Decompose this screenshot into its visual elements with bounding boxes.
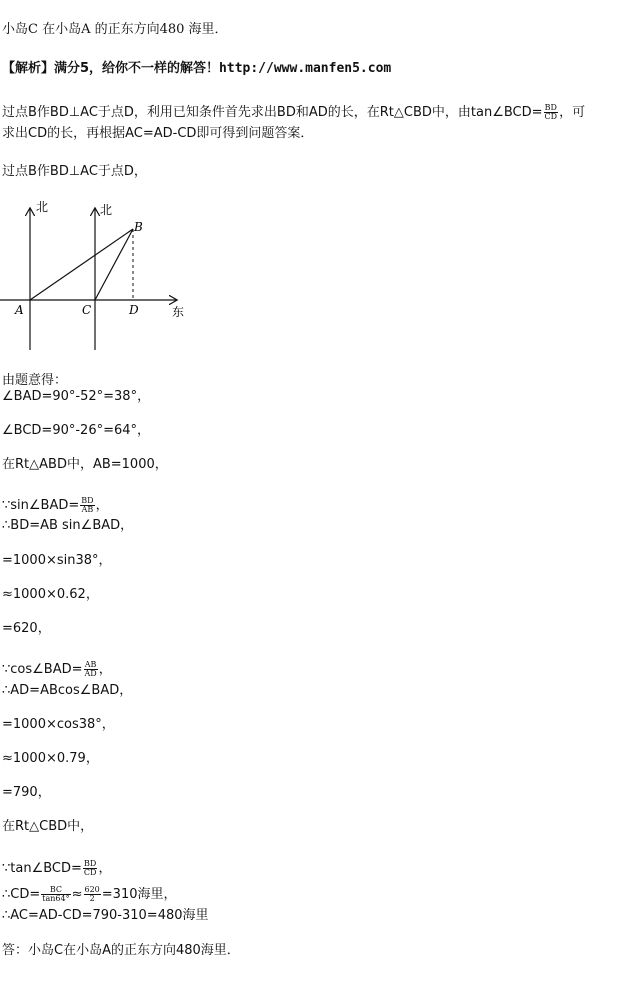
- label-c: C: [82, 303, 92, 317]
- fraction-numerator: BD: [544, 103, 557, 112]
- step-7: =1000×sin38°，: [2, 553, 112, 568]
- fraction-bd-cd: [544, 104, 559, 121]
- analysis-text: 过点B作BD⊥AC于点D，利用已知条件首先求出BD和AD的长，在Rt△CBD中，由tan∠BCD=: [2, 105, 543, 120]
- step-text: ，: [98, 861, 112, 876]
- step-4: 在Rt△ABD中，AB=1000，: [2, 457, 168, 472]
- fraction-bc-tan64: [41, 886, 70, 903]
- step-text: ，: [98, 662, 112, 677]
- answer-top: 小岛C 在小岛A 的正东方向480 海里．: [2, 22, 228, 37]
- step-15: 在Rt△CBD中，: [2, 819, 94, 834]
- label-north-left: 北: [36, 200, 49, 214]
- step-8: ≈1000×0.62，: [2, 587, 99, 602]
- step-13: ≈1000×0.79，: [2, 751, 99, 766]
- step-6: ∴BD=AB sin∠BAD，: [2, 518, 134, 533]
- answer-final: 答：小岛C在小岛A的正东方向480海里．: [2, 943, 240, 958]
- step-16: [2, 860, 111, 877]
- label-b: B: [134, 220, 143, 234]
- step-text: ，: [95, 498, 109, 513]
- label-north-right: 北: [100, 203, 113, 217]
- segment-ab: [30, 229, 133, 300]
- fraction-ab-ad: [84, 661, 98, 678]
- step-9: =620，: [2, 621, 51, 636]
- site-url: http://www.manfen5.com: [219, 61, 392, 76]
- fraction-denominator: AB: [81, 505, 94, 514]
- label-a: A: [15, 303, 24, 317]
- analysis-line-1: [2, 104, 585, 121]
- analysis-text: ，可: [559, 105, 586, 120]
- fraction-bd-cd: [83, 860, 98, 877]
- step-17: [2, 886, 177, 903]
- fraction-numerator: BC: [41, 886, 70, 895]
- segment-cb: [95, 229, 133, 300]
- step-2: ∠BAD=90°-52°=38°，: [2, 389, 151, 404]
- fraction-denominator: CD: [83, 868, 97, 877]
- analysis-header: [2, 61, 391, 77]
- label-east: 东: [172, 305, 185, 319]
- step-1: 由题意得：: [2, 373, 68, 388]
- step-11: ∴AD=ABcos∠BAD，: [2, 683, 133, 698]
- fraction-denominator: CD: [544, 112, 558, 121]
- label-d: D: [129, 303, 139, 317]
- analysis-line-2: 求出CD的长，再根据AC=AD-CD即可得到问题答案．: [2, 126, 314, 141]
- step-18: ∴AC=AD-CD=790-310=480海里: [2, 908, 209, 923]
- fraction-620-2: [84, 886, 101, 903]
- fraction-denominator: tan64°: [42, 894, 70, 903]
- fraction-numerator: BD: [84, 859, 97, 868]
- step-5: [2, 497, 109, 514]
- step-text: ∵sin∠BAD=: [2, 498, 80, 513]
- step-10: [2, 661, 112, 678]
- step-3: ∠BCD=90°-26°=64°，: [2, 423, 151, 438]
- fraction-denominator: AD: [84, 669, 97, 678]
- step-text: ∵cos∠BAD=: [2, 662, 83, 677]
- step-12: =1000×cos38°，: [2, 717, 115, 732]
- fraction-numerator: 620: [84, 885, 100, 894]
- step-text: ≈: [71, 887, 83, 902]
- step-text: ∴CD=: [2, 887, 41, 902]
- fraction-bd-ab: [80, 497, 94, 514]
- analysis-label: 【解析】满分5，给你不一样的解答！: [2, 61, 220, 76]
- step-text: =310海里，: [101, 887, 177, 902]
- geometry-figure: [0, 195, 200, 355]
- step-14: =790，: [2, 785, 51, 800]
- fraction-numerator: BD: [81, 496, 94, 505]
- fraction-numerator: AB: [84, 660, 97, 669]
- fraction-denominator: 2: [89, 894, 95, 903]
- step-text: ∵tan∠BCD=: [2, 861, 82, 876]
- solution-intro: 过点B作BD⊥AC于点D，: [2, 164, 147, 179]
